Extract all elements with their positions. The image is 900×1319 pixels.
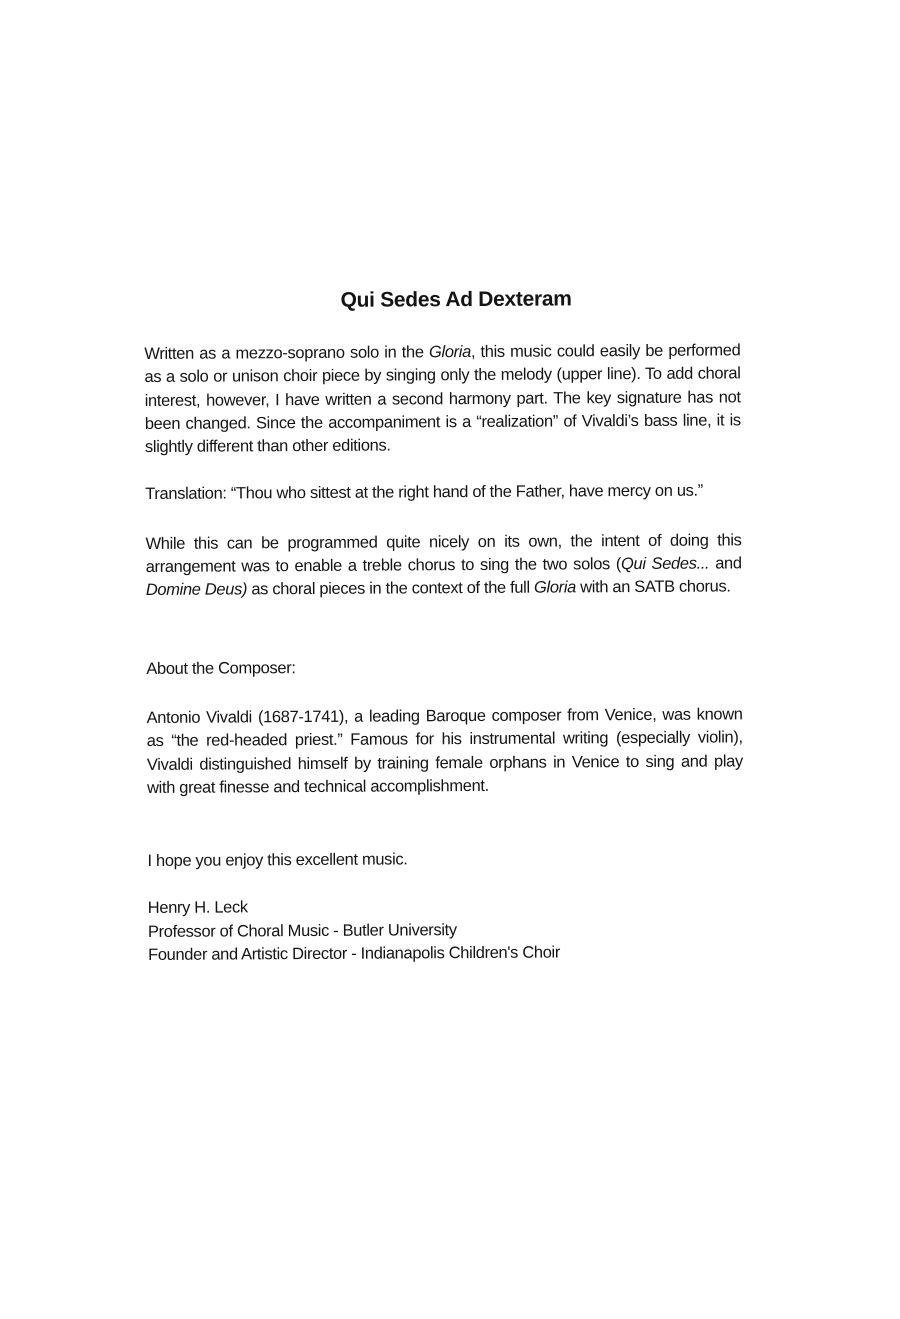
about-paragraph: Antonio Vivaldi (1687-1741), a leading Baroque composer from Venice, was known as “the red-headed priest.” Famous for his instrumental writing (especially violin), Vivaldi distinguished himself by training female orphans in Venice to sing and play with great finesse and technical accomplishment. [146, 705, 743, 797]
translation-paragraph: Translation: “Thou who sittest at the right hand of the Father, have mercy on us.” [145, 482, 703, 504]
gloria-title-italic-2: Gloria [533, 578, 577, 597]
signature-name: Henry H. Leck [147, 898, 248, 918]
intro-paragraph [144, 339, 741, 459]
signature-title-2: Founder and Artistic Director - Indianapolis Children's Choir [148, 943, 561, 965]
programming-text-3: with an SATB chorus. [575, 577, 731, 597]
page-title: Qui Sedes Ad Dexteram [340, 287, 572, 312]
qui-sedes-italic: Qui Sedes... [620, 554, 710, 574]
programming-and: and [709, 554, 742, 573]
intro-text-2: , this music could easily be performed as a solo or unison choir piece by singing only the melody (upper line). To add choral interest, however, I have written a second harmony part. The key signature has not been changed. Since the accompaniment is a “realization” of Vivaldi’s bass line, it is slightly different than other editions. [144, 341, 741, 457]
signature-block [148, 894, 744, 968]
signature-title-1: Professor of Choral Music - Butler University [147, 920, 457, 941]
programming-text-1: While this can be programmed quite nicely on its own, the intent of doing this arrangement was to enable a treble chorus to sing the two solos ( [145, 531, 742, 577]
gloria-title-italic: Gloria [428, 343, 471, 362]
programming-paragraph [145, 529, 741, 603]
about-heading: About the Composer: [146, 658, 296, 678]
domine-deus-italic: Domine Deus) [145, 580, 248, 600]
intro-text-1: Written as a mezzo-soprano solo in the [144, 343, 430, 363]
closing-line: I hope you enjoy this excellent music. [147, 850, 408, 871]
programming-text-2: as choral pieces in the context of the full [247, 578, 535, 599]
document-content [144, 286, 744, 967]
